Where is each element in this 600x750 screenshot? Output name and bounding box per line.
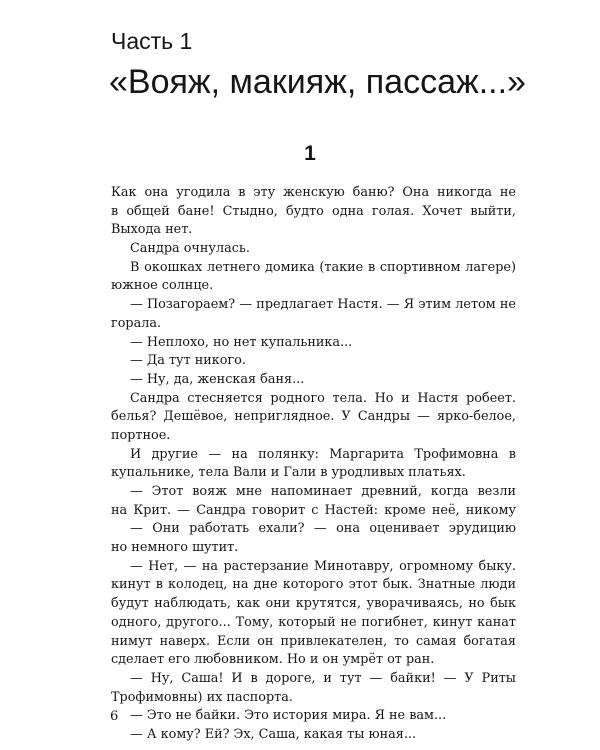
text-line: купальнике, тела Вали и Гали в уродливых платьях. <box>111 465 466 481</box>
text-line: портное. <box>111 427 171 443</box>
body-text <box>111 184 516 745</box>
text-line: — Позагораем? — предлагает Настя. — Я этим летом не <box>130 297 516 313</box>
text-line: — Ну, да, женская баня... <box>130 371 305 387</box>
page-number: 6 <box>110 709 119 724</box>
text-line: Сандра стесняется родного тела. Но и Настя робеет. <box>130 390 516 406</box>
text-line: — Этот вояж мне напоминает древний, когда везли <box>130 484 516 499</box>
chapter-number: 1 <box>304 142 316 165</box>
text-line: кинут в колодец, на дне которого этот бык. Знатные люди <box>111 577 516 593</box>
text-line: — Да тут никого. <box>130 353 246 369</box>
text-line: но немного шутит. <box>111 540 239 556</box>
text-line: на Крит. — Сандра говорит с Настей: кроме неё, никому <box>111 502 516 518</box>
text-line: — А кому? Ей? Эх, Саша, какая ты юная... <box>130 726 417 742</box>
text-line: — Они работать ехали? — она оценивает эрудицию <box>130 521 516 537</box>
text-line: — Ну, Саша! И в дороге, и тут — байки! — У Риты <box>130 670 516 686</box>
part-title: «Вояж, макияж, пассаж...» <box>109 63 526 101</box>
text-line: будут наблюдать, как они крутятся, уворачиваясь, но бык <box>111 596 516 612</box>
text-line: белья? Дешёвое, неприглядное. У Сандры — ярко-белое, <box>111 409 516 425</box>
text-line: южное солнце. <box>111 278 214 294</box>
text-line: И другие — на полянку: Маргарита Трофимовна в <box>130 446 516 462</box>
text-line: Сандра очнулась. <box>130 241 250 257</box>
part-label: Часть 1 <box>111 28 193 54</box>
text-line: горала. <box>111 315 162 331</box>
text-line: Как она угодила в эту женскую баню? Она никогда не <box>111 185 516 200</box>
text-line: Трофимовны) их паспорта. <box>111 689 293 705</box>
text-line: одного, другого... Тому, который не погибнет, кинут канат <box>111 614 516 630</box>
text-line: — Нет, — на растерзание Минотавру, огромному быку. <box>130 558 516 574</box>
text-line: — Неплохо, но нет купальника... <box>130 334 353 350</box>
text-line: в общей бане! Стыдно, будто одна голая. Хочет выйти, <box>111 203 516 219</box>
text-line: Выхода нет. <box>111 222 193 238</box>
text-line: В окошках летнего домика (такие в спортивном лагере) <box>130 259 516 275</box>
text-line: — Это не байки. Это история мира. Я не вам... <box>130 708 447 724</box>
text-line: нимут наверх. Если он привлекателен, то самая богатая <box>111 633 516 649</box>
text-line: сделает его любовником. Но и он умрёт от ран. <box>111 652 435 668</box>
